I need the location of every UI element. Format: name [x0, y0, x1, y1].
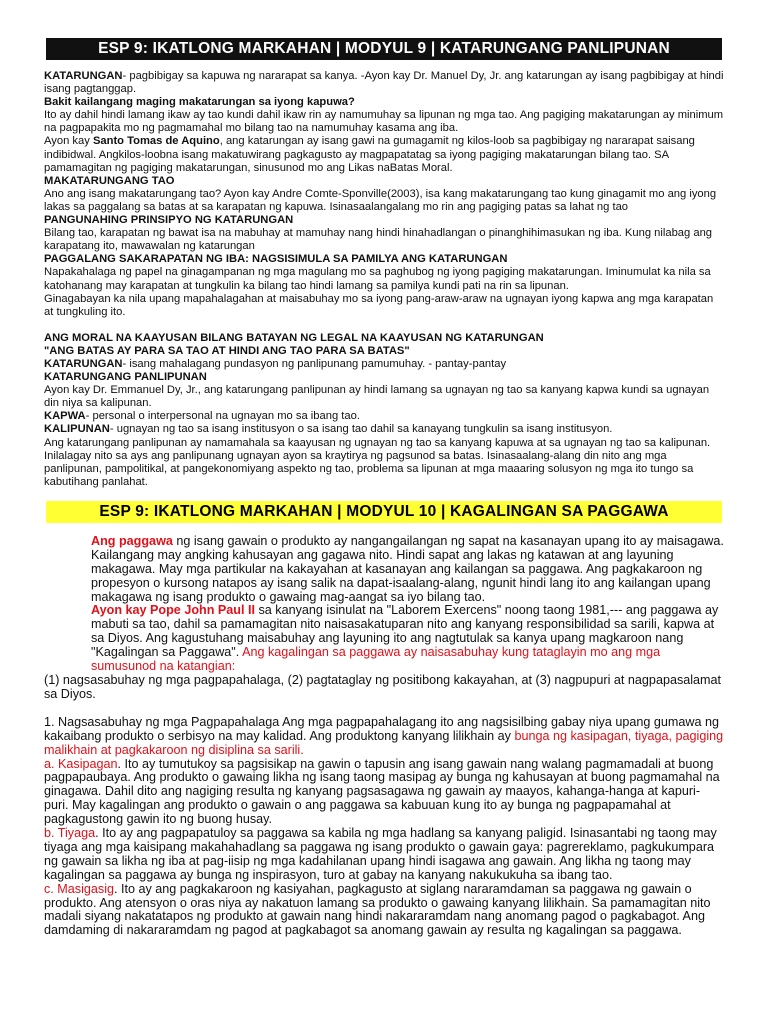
- paragraph: [44, 70, 724, 96]
- paragraph: Napakahalaga ng papel na ginagampanan ng mga magulang mo sa paghubog ng iyong pagiging makatarungan. Iminumulat ka nila sa katohanang may karapatan at tungkulin ka bilang tao hindi lamang sa pamilya kundi pati na rin sa lipunan.: [44, 266, 711, 292]
- paragraph: [44, 604, 724, 674]
- paragraph: Ginagabayan ka nila upang mapahalagahan at maisabuhay mo sa iyong pang-araw-araw na ugnayan iyong kapwa ang mga karapatan at tungkuling ito.: [44, 292, 714, 318]
- module9-body: [44, 70, 724, 489]
- term: KATARUNGAN: [44, 70, 123, 82]
- paragraph: [44, 135, 724, 174]
- paragraph: [44, 410, 724, 423]
- paragraph: [44, 758, 724, 828]
- section-heading: PAGGALANG SAKARAPATAN NG IBA: NAGSISIMULA SA PAMILYA ANG KATARUNGAN: [44, 253, 508, 266]
- paragraph: [44, 358, 724, 371]
- text: . Ito ay tumutukoy sa pagsisikap na gawin o tapusin ang isang gawain nang walang pagmamadali at buong pagpapaubaya. Ang produkto o gawaing likha ng isang taong masipag ay bunga ng kahusayan at buong pagmamahal na ginagawa. Dahil dito ang nagiging resulta ng kanyang pagsasagawa ng gawain ay maayos, kahanga-hanga at kapuri-puri. May kagalingan ang produkto o gawain o ang paggawa sa kabuuan kung ito ay bunga ng pagpapamahal at pagkagustong gawin ito ng buong husay.: [44, 756, 720, 827]
- text: . Ito ay ang pagkakaroon ng kasiyahan, pagkagusto at siglang nararamdaman sa paggawa ng gawain o produkto. Ang atensyon o oras niya ay nakatuon lamang sa produkto o gawaing kanyang lilikhain. Sa pamamagitan nito madali siyang nakatatapos ng produkto at gawain nang hindi nakararamdam nang anomang pagod o pagkabagot. Ang damdaming di nakararamdam ng pagod at pagkabagot sa anomang gawain ay resulta ng kagalingan sa paggawa.: [44, 881, 711, 938]
- section-heading: KATARUNGANG PANLIPUNAN: [44, 371, 207, 384]
- section-heading: MAKATARUNGANG TAO: [44, 174, 175, 187]
- paragraph: Ang katarungang panlipunan ay namamahala sa kaayusan ng ugnayan ng tao sa kanyang kapuwa at sa ugnayan ng tao sa kalipunan. Inilalagay nito sa ays ang panlipunang ugnayan ayon sa kraytirya ng pagsunod sa batas. Isinasaalang-alang din nito ang mga panlipunan, pampolitikal, at pangekonomiyang aspekto ng tao, problema sa lipunan at mga maaaring solusyon ng mga ito tungo sa kabutihang panlahat.: [44, 436, 711, 488]
- definition: - ugnayan ng tao sa isang institusyon o sa isang tao dahil sa kanayang tungkulin sa isang institusyon.: [109, 423, 613, 436]
- paragraph: [44, 716, 724, 758]
- term: KAPWA: [44, 410, 86, 423]
- definition: - pagbibigay sa kapuwa ng nararapat sa kanya. -Ayon kay Dr. Manuel Dy, Jr. ang katarungan ay isang pagbibigay at hindi isang pagtanggap.: [44, 70, 724, 96]
- paragraph: (1) nagsasabuhay ng mga pagpapahalaga, (2) pagtataglay ng positibong kakayahan, at (3) nagpupuri at nagpapasalamat sa Diyos.: [44, 672, 722, 701]
- text: . Ito ay ang pagpapatuloy sa paggawa sa kabila ng mga hadlang sa kanyang paligid. Isinasantabi ng taong may tiyaga ang mga kaisipang makahahadlang sa paggawa ng isang produkto o gawain gaya: pagrereklamo, pagkukumpara ng gawain sa likha ng iba at pag-iisip ng mga kadahilanan upang hindi isagawa ang gawain. Ang likha ng taong may kagalingan sa paggawa ay bunga ng inspirasyon, turo at gabay na kanyang nakukukuha sa ibang tao.: [44, 826, 717, 882]
- section-heading: PANGUNAHING PRINSIPYO NG KATARUNGAN: [44, 214, 294, 227]
- text: sa kanyang isinulat na "Laborem Exercens" noong taong 1981,--- ang paggawa ay mabuti sa tao, dahil sa pamamagitan nito naisasakatuparan nito ang kanyang responsibilidad sa sarili, kapwa at sa Diyos. Ang kagustuhang maisabuhay ang layuning ito ang nagtutulak sa kanya upang magkaroon nang "Kagalingan sa Paggawa".: [91, 603, 719, 660]
- highlight-lead: Ang paggawa: [91, 533, 173, 548]
- highlight-lead: Ayon kay Pope John Paul II: [91, 603, 255, 618]
- question-heading: Bakit kailangang maging makatarungan sa iyong kapuwa?: [44, 96, 355, 109]
- item-label: b. Tiyaga: [44, 826, 96, 841]
- highlight-text: bunga ng kasipagan, tiyaga, pagiging malikhain at pagkakaroon ng disiplina sa sarili.: [44, 728, 724, 757]
- item-label: a. Kasipagan: [44, 756, 118, 771]
- paragraph: [44, 827, 724, 883]
- item-label: c. Masigasig: [44, 881, 114, 896]
- section-heading: ANG MORAL NA KAAYUSAN BILANG BATAYAN NG LEGAL NA KAAYUSAN NG KATARUNGAN: [44, 331, 544, 344]
- definition: - personal o interpersonal na ugnayan mo sa ibang tao.: [85, 410, 360, 423]
- module10-body: [44, 535, 724, 938]
- paragraph: Ito ay dahil hindi lamang ikaw ay tao kundi dahil ikaw rin ay namumuhay sa lipunan ng mga tao. Ang pagiging makatarungan ay minimum na pagpapakita mo ng pagmamahal mo bilang tao na namumuhay kasama ang iba.: [44, 109, 724, 135]
- text: , ang katarungan ay isang gawi na gumagamit ng kilos-loob sa pagbibigay ng nararapat saisang indibidwal. Angkilos-loobna isang makatuwirang pagkagusto ay magpapatatag sa iyong pagiging makatarungan bilang tao. SA pamamagitan ng pagiging makatarungan, sinusunod mo ang Likas naBatas Moral.: [44, 135, 695, 174]
- term: KATARUNGAN: [44, 357, 123, 370]
- section-heading: "ANG BATAS AY PARA SA TAO AT HINDI ANG TAO PARA SA BATAS": [44, 344, 410, 357]
- highlight-text: Ang kagalingan sa paggawa ay naisasabuhay kung tataglayin mo ang mga sumusunod na katangian:: [91, 645, 661, 674]
- paragraph: [44, 535, 724, 605]
- module9-title-banner: ESP 9: IKATLONG MARKAHAN | MODYUL 9 | KATARUNGANG PANLIPUNAN: [46, 38, 722, 60]
- text: Ayon kay: [44, 135, 93, 148]
- paragraph: Ayon kay Dr. Emmanuel Dy, Jr., ang katarungang panlipunan ay hindi lamang sa ugnayan ng tao sa kanyang kapwa kundi sa ugnayan din niya sa kalipunan.: [44, 384, 710, 410]
- text: ng isang gawain o produkto ay nangangailangan ng sapat na kasanayan upang ito ay maisagawa. Kailangang may angking kahusayan ang gagawa nito. Hindi sapat ang lakas ng katawan at ang layuning makagawa. May mga partikular na kakayahan at kasanayan ang kailangan sa paggawa. Ang pagkakaroon ng propesyon o kursong natapos ay isang salik na dapat-isaalang-alang, ngunit hindi lang ito ang kailangan upang makagawa ng isang produkto o gawaing mag-aangat sa iyo bilang tao.: [91, 533, 724, 604]
- module10-title-banner: ESP 9: IKATLONG MARKAHAN | MODYUL 10 | KAGALINGAN SA PAGGAWA: [46, 501, 722, 523]
- text: 1. Nagsasabuhay ng mga Pagpapahalaga Ang mga pagpapahalagang ito ang nagsisilbing gabay niya upang gumawa ng kakaibang produkto o serbisyo na may kalidad. Ang produktong kanyang lilikhain ay: [44, 714, 719, 743]
- paragraph: [44, 883, 724, 939]
- definition: - isang mahalagang pundasyon ng panlipunang pamumuhay. - pantay-pantay: [122, 357, 507, 370]
- paragraph: Bilang tao, karapatan ng bawat isa na mabuhay at mamuhay nang hindi hinahadlangan o pinanghihimasukan ng iba. Kung nilabag ang karapatang ito, mawawalan ng katarungan: [44, 227, 713, 253]
- paragraph: [44, 423, 724, 436]
- paragraph: Ano ang isang makatarungang tao? Ayon kay Andre Comte-Sponville(2003), isa kang makatarungang tao kung ginagamit mo ang iyong lakas sa paggalang sa batas at sa karapatan ng kapuwa. Isinasaalangalang mo rin ang pagiging patas sa lahat ng tao: [44, 187, 717, 213]
- term: KALIPUNAN: [44, 423, 110, 436]
- person-name: Santo Tomas de Aquino: [92, 135, 220, 148]
